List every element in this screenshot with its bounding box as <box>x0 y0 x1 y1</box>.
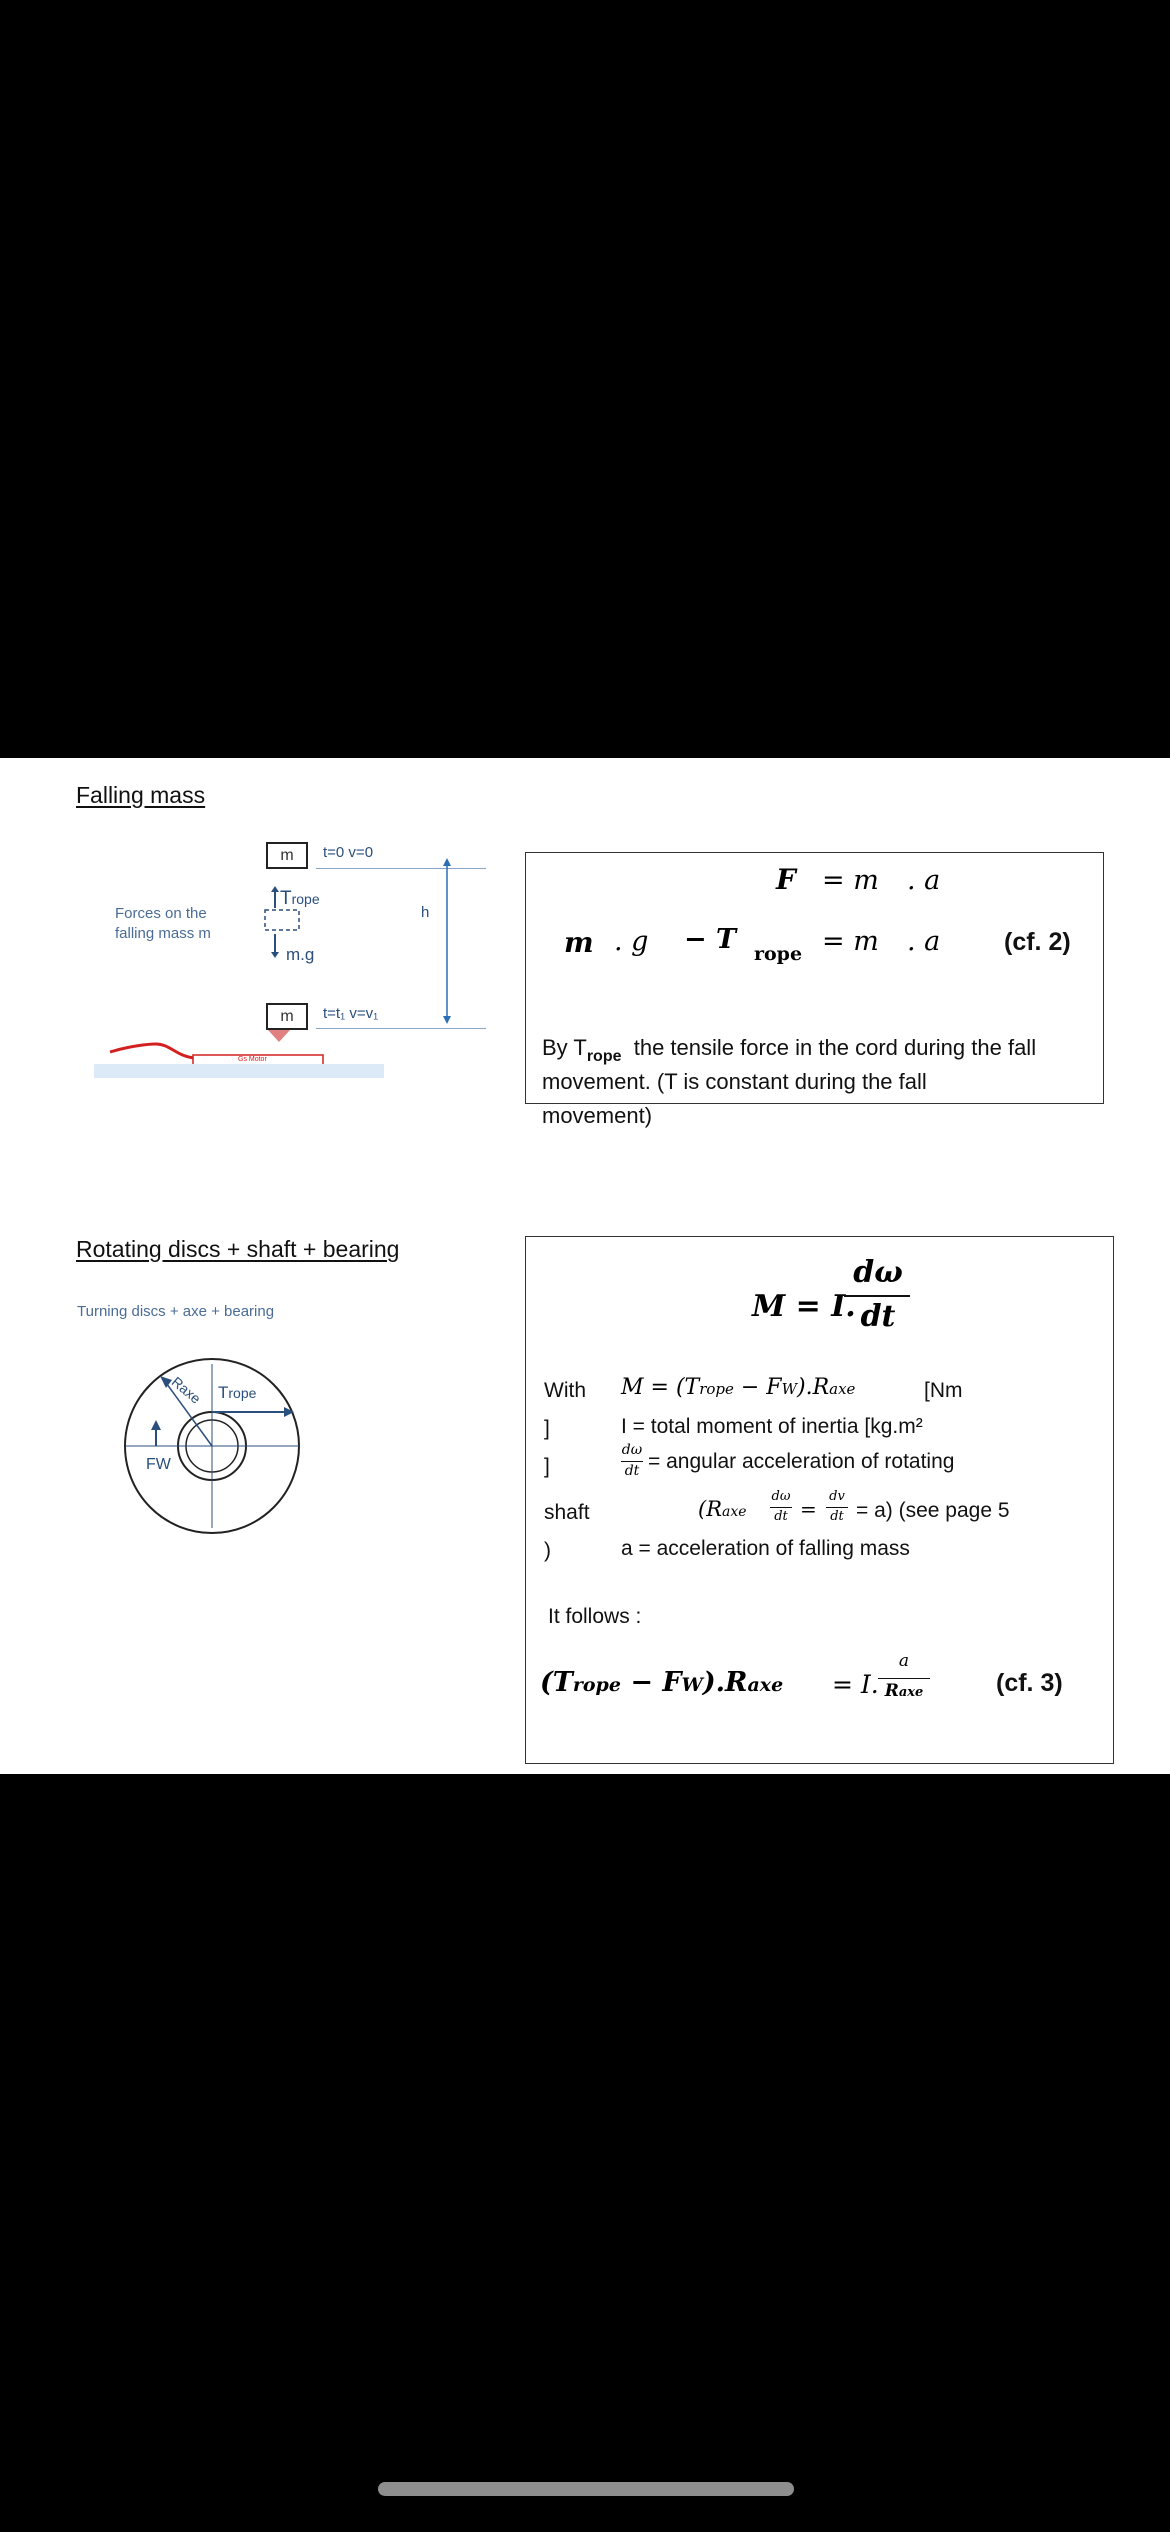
start-state-label: t=0 v=0 <box>323 844 374 861</box>
final-eq-den: Raxe <box>884 1681 924 1701</box>
line-dw-text: = angular acceleration of rotating <box>648 1450 955 1473</box>
home-indicator[interactable] <box>378 2482 794 2496</box>
final-eq-lhs: (Trope − FW).Raxe <box>540 1667 784 1698</box>
line-r-f1-bar <box>770 1507 792 1508</box>
final-eq-ref: (cf. 3) <box>996 1669 1063 1697</box>
eq2-a: . a <box>907 926 941 957</box>
end-line <box>316 1028 486 1029</box>
final-eq-eq: = I. <box>832 1670 879 1699</box>
mass-box-bottom: m <box>266 1003 308 1030</box>
bracket2: ] <box>544 1455 550 1478</box>
eq1-a: . a <box>907 865 941 896</box>
line-r-rest: = a) (see page 5 <box>856 1499 1010 1522</box>
main-eq-den: dt <box>860 1299 896 1334</box>
line-M: M = (Trope − FW).Raxe <box>621 1375 856 1400</box>
forces-caption-line2: falling mass m <box>115 925 211 942</box>
eq2-equals-m: = m <box>822 926 879 957</box>
line-r-f2-bar <box>826 1507 848 1508</box>
weight-label: m.g <box>286 945 315 964</box>
line-dw-num: dω <box>621 1442 643 1458</box>
rotating-diagram <box>60 1298 450 1558</box>
bracket1: ] <box>544 1417 550 1440</box>
section-title-falling-mass: Falling mass <box>76 782 206 808</box>
eq1-F: F <box>776 863 796 896</box>
eq2-g: . g <box>614 926 649 957</box>
section-title-rotating: Rotating discs + shaft + bearing <box>76 1236 400 1262</box>
rope-force-label: Trope <box>280 888 320 909</box>
line-I: I = total moment of inertia [kg.m² <box>621 1415 923 1438</box>
it-follows: It follows : <box>548 1605 642 1628</box>
main-eq-lhs: M = I. <box>752 1289 856 1324</box>
line-a: a = acceleration of falling mass <box>621 1537 910 1560</box>
end-state-label: t=t₁ v=v₁ <box>323 1005 379 1022</box>
main-eq-num: dω <box>853 1255 903 1290</box>
height-label: h <box>421 904 430 921</box>
document-page <box>0 758 1170 1774</box>
forces-caption-line1: Forces on the <box>115 905 207 922</box>
line-r-f1-num: dω <box>771 1489 791 1504</box>
description-line1: By $T_{rope}$ the tensile force in the cord during the fall <box>542 1035 1037 1065</box>
paren-label: ) <box>544 1539 551 1562</box>
rotating-caption: Turning discs + axe + bearing <box>77 1303 275 1320</box>
main-eq-fraction-bar <box>844 1295 910 1297</box>
eq2-ref: (cf. 2) <box>1004 928 1071 956</box>
eq2-m: m <box>564 926 594 959</box>
eq2-minus-T: − T <box>684 924 737 955</box>
falling-mass-diagram <box>90 838 490 1078</box>
line-r-f2-den: dt <box>830 1509 844 1524</box>
line-r-f1-den: dt <box>774 1509 788 1524</box>
description-line2: movement. (T is constant during the fall <box>542 1069 927 1094</box>
eq1-equals-m: = m <box>822 865 879 896</box>
with-label: With <box>544 1379 586 1402</box>
line-M-unit: [Nm <box>924 1379 963 1402</box>
rotating-equation-box <box>525 1236 1114 1764</box>
line-r-eq: = <box>800 1497 817 1521</box>
final-eq-num: a <box>898 1651 910 1671</box>
height-arrow-icon <box>432 858 462 1028</box>
floor <box>94 1064 384 1078</box>
fw-label: FW <box>146 1456 171 1473</box>
line-r-f2-num: dv <box>829 1489 845 1504</box>
line-r-open: (Raxe <box>698 1497 747 1521</box>
line-dw-bar <box>621 1461 643 1462</box>
falling-mass-equation-box <box>525 852 1104 1128</box>
r-axe-label: Raxe <box>168 1373 205 1407</box>
motor-label: Gs Motor <box>238 1056 267 1063</box>
mass-box-top: m <box>266 842 308 869</box>
t-rope-label: Trope <box>218 1383 257 1402</box>
final-eq-bar <box>878 1678 930 1679</box>
eq2-rope-sub: rope <box>754 943 803 965</box>
shaft-label: shaft <box>544 1501 590 1524</box>
line-dw-den: dt <box>624 1463 640 1479</box>
description-line3: movement) <box>542 1103 653 1128</box>
